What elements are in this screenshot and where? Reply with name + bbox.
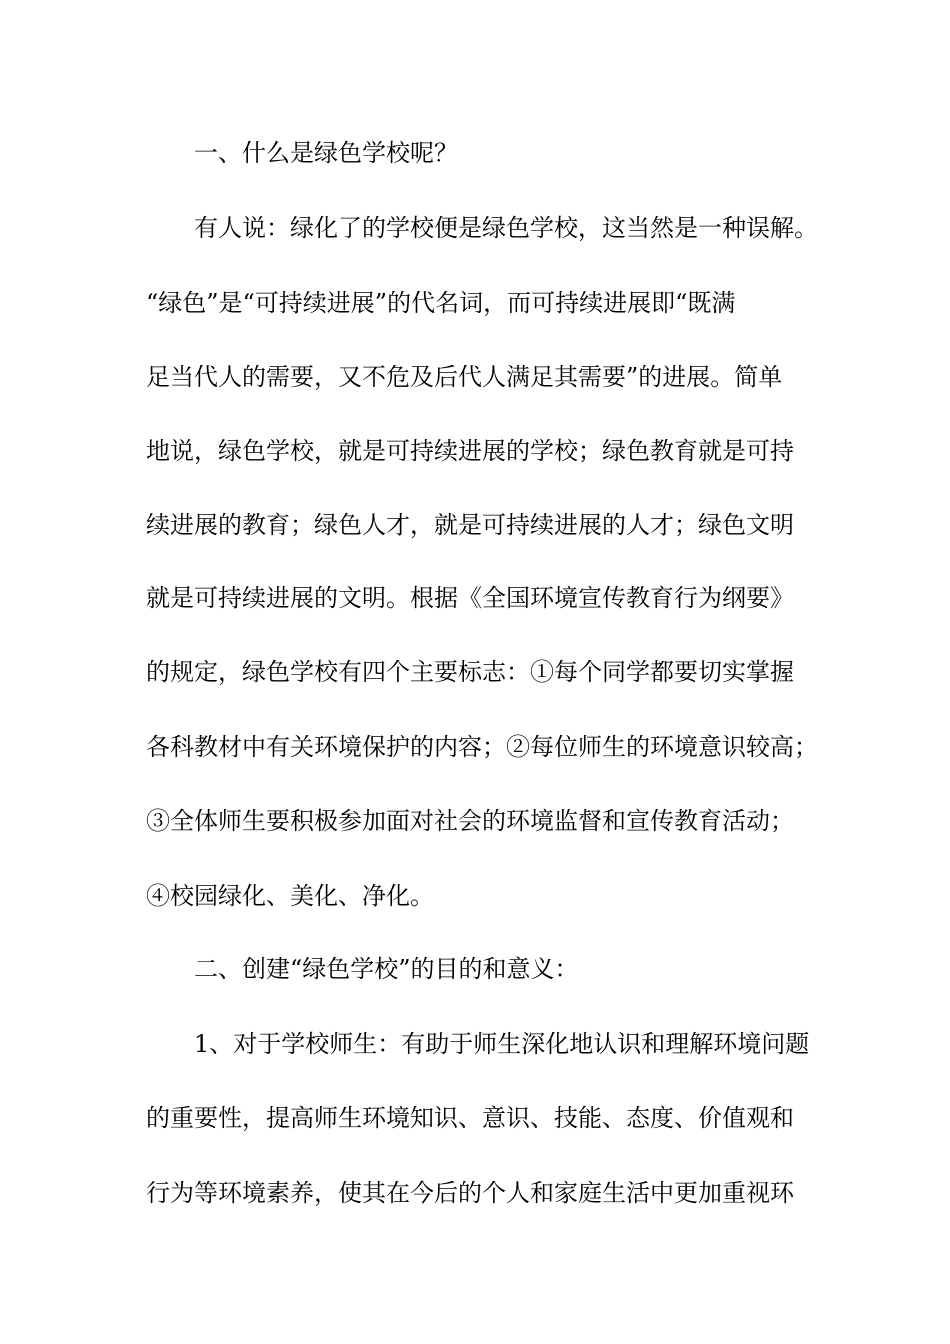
paragraph-line: 各科教材中有关环境保护的内容；②每位师生的环境意识较高； [146, 733, 818, 761]
paragraph-line: 地说，绿色学校，就是可持续进展的学校；绿色教育就是可持 [146, 437, 794, 465]
paragraph-line: “绿色”是“可持续进展”的代名词，而可持续进展即“既满 [146, 289, 736, 317]
paragraph-line: 的重要性，提高师生环境知识、意识、技能、态度、价值观和 [146, 1104, 794, 1132]
paragraph-line: 1、对于学校师生：有助于师生深化地认识和理解环境问题 [194, 1030, 810, 1058]
heading-purpose-and-significance: 二、创建“绿色学校”的目的和意义： [194, 955, 579, 983]
paragraph-line: 续进展的教育；绿色人才，就是可持续进展的人才；绿色文明 [146, 511, 794, 539]
paragraph-line: 的规定，绿色学校有四个主要标志：①每个同学都要切实掌握 [146, 658, 794, 686]
paragraph-line: 有人说：绿化了的学校便是绿色学校，这当然是一种误解。 [194, 214, 818, 242]
paragraph-line: ④校园绿化、美化、净化。 [146, 882, 434, 910]
paragraph-line: 足当代人的需要，又不危及后代人满足其需要”的进展。简单 [146, 363, 783, 391]
paragraph-line: 行为等环境素养，使其在今后的个人和家庭生活中更加重视环 [146, 1179, 794, 1207]
paragraph-line: 就是可持续进展的文明。根据《全国环境宣传教育行为纲要》 [146, 584, 794, 612]
paragraph-line: ③全体师生要积极参加面对社会的环境监督和宣传教育活动； [146, 807, 794, 835]
heading-what-is-green-school: 一、什么是绿色学校呢？ [194, 139, 458, 167]
